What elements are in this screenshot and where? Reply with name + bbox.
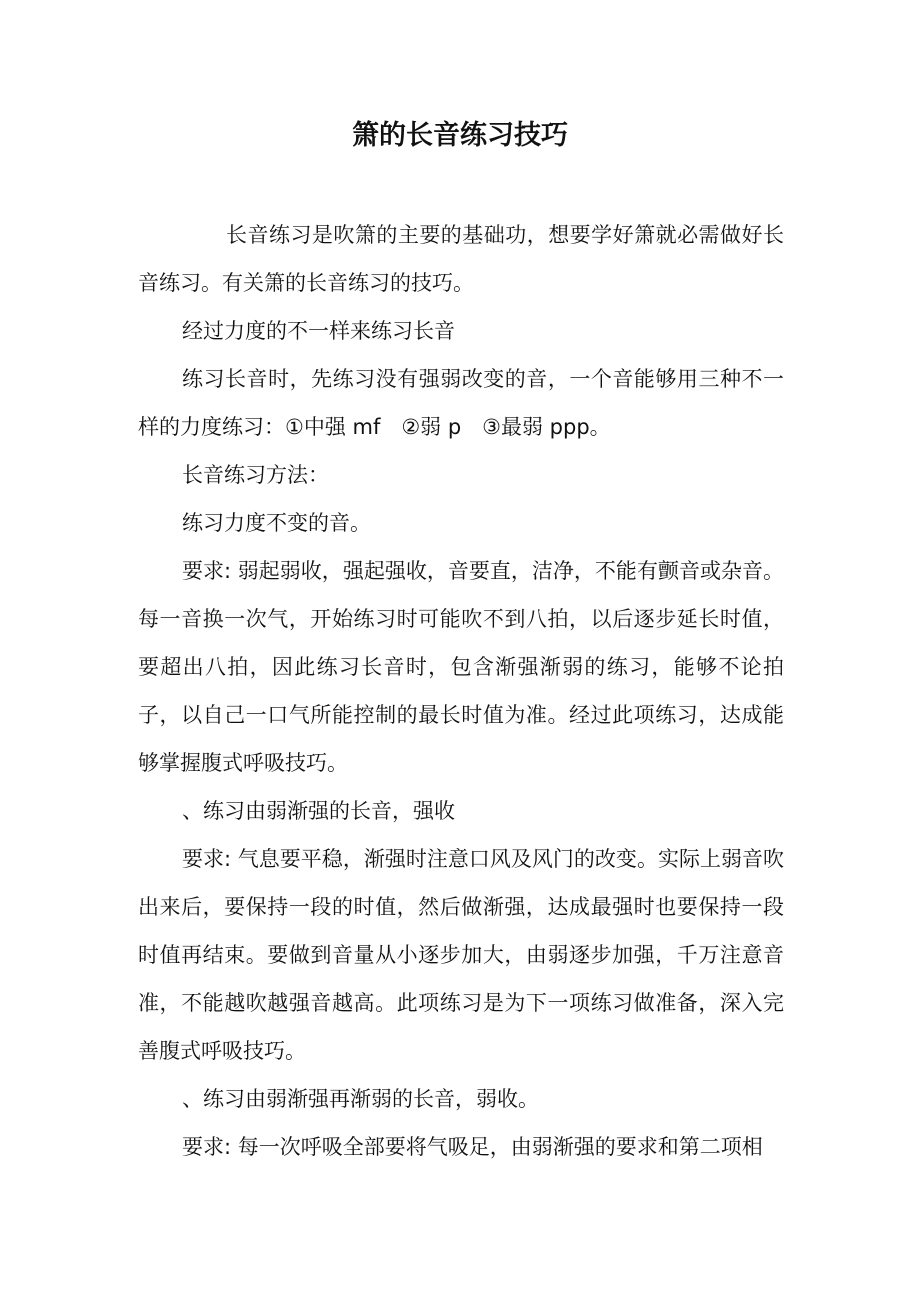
paragraph-intro: 长音练习是吹箫的主要的基础功，想要学好箫就必需做好长音练习。有关箫的长音练习的技巧。 <box>138 223 784 295</box>
paragraph-requirement-2: 要求: 气息要平稳，渐强时注意口风及风门的改变。实际上弱音吹出来后，要保持一段的时值，然后做渐强，达成最强时也要保持一段时值再结束。要做到音量从小逐步加大，由弱逐步加强，千万注意音准，不能越吹越强音越高。此项练习是为下一项练习做准备，深入完善腹式呼吸技巧。 <box>138 847 784 1063</box>
document-body <box>138 211 784 1171</box>
paragraph-constant-tone: 练习力度不变的音。 <box>182 511 371 535</box>
paragraph-method-heading: 长音练习方法： <box>182 463 329 487</box>
paragraph-crescendo-heading: 、练习由弱渐强的长音，强收 <box>182 799 455 823</box>
document-title: 箫的长音练习技巧 <box>352 120 568 151</box>
paragraph-crescendo-decrescendo-heading: 、练习由弱渐强再渐弱的长音，弱收。 <box>182 1087 539 1111</box>
paragraph-dynamics-levels: 练习长音时，先练习没有强弱改变的音，一个音能够用三种不一样的力度练习：①中强 mf ②弱 p ③最弱 ppp。 <box>138 367 784 439</box>
paragraph-requirement-1: 要求: 弱起弱收，强起强收，音要直，洁净，不能有颤音或杂音。每一音换一次气，开始练习时可能吹不到八拍，以后逐步延长时值，要超出八拍，因此练习长音时，包含渐强渐弱的练习，能够不论拍子，以自己一口气所能控制的最长时值为准。经过此项练习，达成能够掌握腹式呼吸技巧。 <box>138 559 784 775</box>
paragraph-requirement-3: 要求: 每一次呼吸全部要将气吸足，由弱渐强的要求和第二项相 <box>182 1135 763 1159</box>
paragraph-heading-dynamics: 经过力度的不一样来练习长音 <box>182 319 455 343</box>
